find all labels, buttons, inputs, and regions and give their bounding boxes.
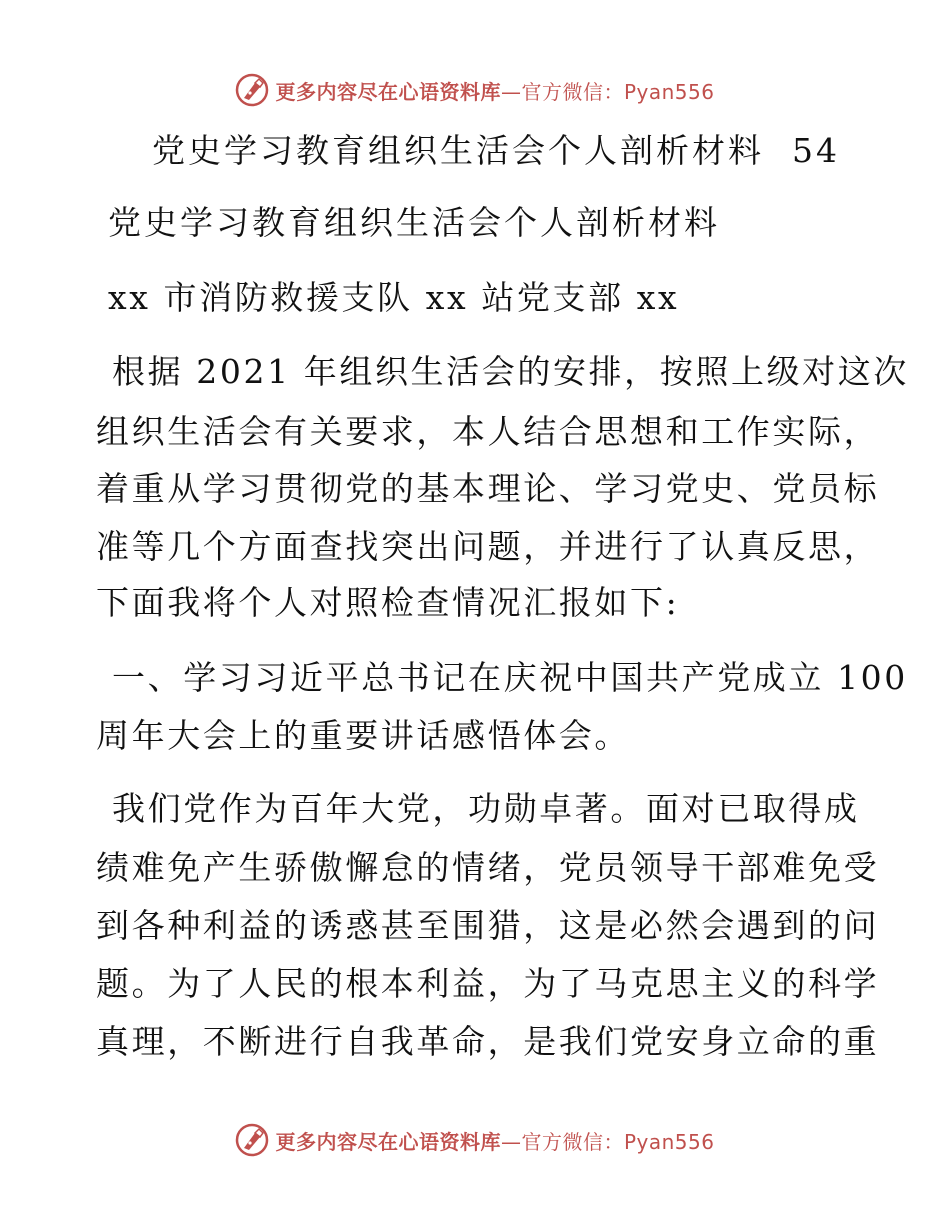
watermark-dash: — [500, 79, 522, 104]
paragraph-line: 我们党作为百年大党，功勋卓著。面对已取得成 [112, 789, 860, 828]
paragraph-line: 下面我将个人对照检查情况汇报如下: [96, 583, 680, 622]
watermark-banner-bottom [0, 1120, 950, 1160]
paragraph-line: 绩难免产生骄傲懈怠的情绪，党员领导干部难免受 [96, 848, 880, 887]
document-title: 党史学习教育组织生活会个人剖析材料 [152, 131, 764, 170]
paragraph-line: 根据 2021 年组织生活会的安排，按照上级对这次 [112, 352, 909, 391]
section-heading-line: 周年大会上的重要讲话感悟体会。 [96, 716, 630, 755]
document-subtitle: 党史学习教育组织生活会个人剖析材料 [108, 203, 720, 242]
watermark-site: 更多内容尽在心语资料库 [275, 79, 501, 104]
pen-nib-logo-icon [235, 73, 269, 107]
section-heading-line: 一、学习习近平总书记在庆祝中国共产党成立 100 [112, 658, 908, 697]
paragraph-line: 准等几个方面查找突出问题，并进行了认真反思， [96, 527, 880, 566]
document-title-row [152, 131, 840, 171]
watermark-banner-top [0, 70, 950, 110]
paragraph-line: 组织生活会有关要求，本人结合思想和工作实际， [96, 412, 880, 451]
watermark-official: 官方微信：Pyan556 [521, 1129, 715, 1154]
watermark-site: 更多内容尽在心语资料库 [275, 1129, 501, 1154]
pen-nib-logo-icon [235, 1123, 269, 1157]
paragraph-line: 题。为了人民的根本利益，为了马克思主义的科学 [96, 964, 880, 1003]
watermark-text [275, 76, 714, 105]
paragraph-line: 到各种利益的诱惑甚至围猎，这是必然会遇到的问 [96, 906, 880, 945]
paragraph-line: 着重从学习贯彻党的基本理论、学习党史、党员标 [96, 469, 880, 508]
watermark-official: 官方微信：Pyan556 [521, 79, 715, 104]
watermark-dash: — [500, 1129, 522, 1154]
watermark-text [275, 1126, 714, 1155]
document-title-number: 54 [792, 131, 840, 170]
paragraph-line: 真理，不断进行自我革命，是我们党安身立命的重 [96, 1022, 880, 1061]
document-author: xx 市消防救援支队 xx 站党支部 xx [108, 278, 680, 317]
